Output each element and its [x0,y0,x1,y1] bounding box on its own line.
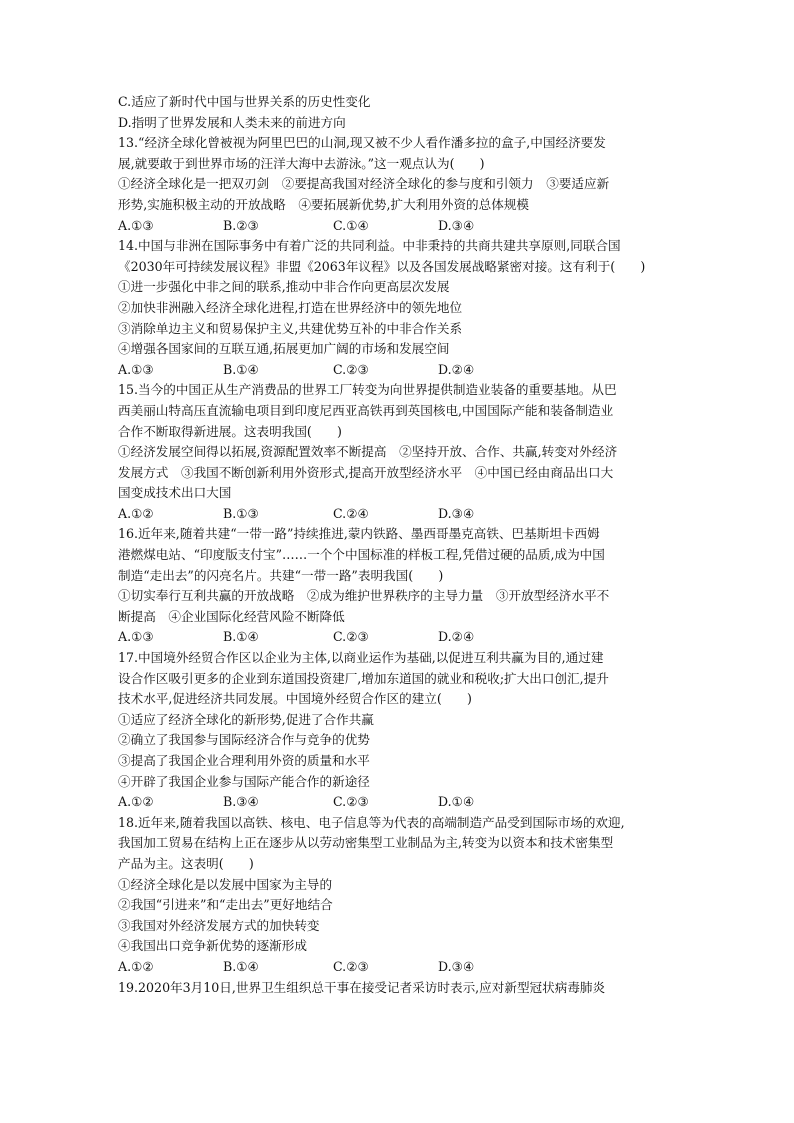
question-stem: 合作不断取得新进展。这表明我国( ) [118,423,342,439]
statement-line: 国变成技术出口大国 [118,485,232,501]
statement-line: ①切实奉行互利共赢的开放战略 ②成为维护世界秩序的主导力量 ③开放型经济水平不 [118,588,610,604]
question-stem: 技术水平,促进经济共同发展。中国境外经贸合作区的建立( ) [118,691,472,707]
question-stem: 西美丽山特高压直流输电项目到印度尼西亚高铁再到英国核电,中国国际产能和装备制造业 [118,402,614,418]
answer-option: D.③④ [438,505,475,521]
statement-line: ④我国出口竞争新优势的逐渐形成 [118,938,307,954]
answer-option: C.②④ [333,505,369,521]
statement-line: ②确立了我国参与国际经济合作与竞争的优势 [118,732,370,748]
statement-line: 发展方式 ③我国不断创新利用外资形式,提高开放型经济水平 ④中国已经由商品出口大 [118,464,614,480]
question-stem: 16.近年来,随着共建“一带一路”持续推进,蒙内铁路、墨西哥墨克高铁、巴基斯坦卡西姆 [118,526,600,542]
answer-options [118,627,678,648]
answer-option: D.③④ [438,217,475,233]
statement-line: ③我国对外经济发展方式的加快转变 [118,917,320,933]
statement-line: ③消除单边主义和贸易保护主义,共建优势互补的中非合作关系 [118,320,463,336]
option-line: D.指明了世界发展和人类未来的前进方向 [118,114,346,130]
question-stem: 设合作区吸引更多的企业到东道国投资建厂,增加东道国的就业和税收;扩大出口创汇,提升 [118,670,609,686]
answer-option: A.①③ [118,217,154,233]
question-stem: 我国加工贸易在结构上正在逐步从以劳动密集型工业制品为主,转变为以资本和技术密集型 [118,835,614,851]
answer-option: D.②④ [438,361,475,377]
answer-option: B.①③ [223,505,259,521]
option-line: C.适应了新时代中国与世界关系的历史性变化 [118,94,371,109]
answer-options [118,957,678,978]
answer-option: A.①② [118,505,154,521]
answer-option: C.②③ [333,794,369,810]
statement-line: ①适应了经济全球化的新形势,促进了合作共赢 [118,711,374,727]
statement-line: ③提高了我国企业合理利用外资的质量和水平 [118,753,370,768]
statement-line: ②加快非洲融入经济全球化进程,打造在世界经济中的领先地位 [118,299,463,315]
statement-line: ①经济发展空间得以拓展,资源配置效率不断提高 ②坚持开放、合作、共赢,转变对外经济 [118,444,618,460]
question-stem: 港燃煤电站、“印度版支付宝”……一个个中国标准的样板工程,凭借过硬的品质,成为中国 [118,547,605,563]
statement-line: ④开辟了我国企业参与国际产能合作的新途径 [118,773,370,789]
answer-option: B.②③ [223,217,259,233]
answer-option: A.①③ [118,361,154,377]
statement-line: ②我国“引进来”和“走出去”更好地结合 [118,897,333,913]
question-stem: 18.近年来,随着我国以高铁、核电、电子信息等为代表的高端制造产品受到国际市场的欢迎, [118,814,625,830]
question-stem: 制造“走出去”的闪亮名片。共建“一带一路”表明我国( ) [118,567,444,583]
answer-options [118,360,678,381]
question-stem: 15.当今的中国正从生产消费品的世界工厂转变为向世界提供制造业装备的重要基地。从巴 [118,382,617,398]
statement-line: ④增强各国家间的互联互通,拓展更加广阔的市场和发展空间 [118,341,450,357]
answer-option: C.②③ [333,361,369,377]
answer-option: D.②④ [438,629,475,645]
answer-option: A.①② [118,794,154,810]
question-stem: 展,就要敢于到世界市场的汪洋大海中去游泳。”这一观点认为( ) [118,155,485,171]
answer-option: D.①④ [438,794,475,810]
statement-line: ①经济全球化是一把双刃剑 ②要提高我国对经济全球化的参与度和引领力 ③要适应新 [118,176,610,192]
question-stem: 14.中国与非洲在国际事务中有着广泛的共同利益。中非秉持的共商共建共享原则,同联合国 [118,238,621,254]
question-stem: 产品为主。这表明( ) [118,855,254,871]
answer-option: D.③④ [438,958,475,974]
question-stem: 《2030年可持续发展议程》非盟《2063年议程》以及各国发展战略紧密对接。这有利于( ) [118,258,646,274]
answer-option: C.①④ [333,217,369,233]
statement-line: ①经济全球化是以发展中国家为主导的 [118,876,333,892]
question-stem: 19.2020年3月10日,世界卫生组织总干事在接受记者采访时表示,应对新型冠状病毒肺炎 [118,979,606,995]
answer-option: A.①③ [118,629,154,645]
answer-option: A.①② [118,958,154,974]
statement-line: 断提高 ④企业国际化经营风险不断降低 [118,608,345,624]
answer-options [118,216,678,237]
answer-options [118,504,678,525]
answer-option: B.③④ [223,794,259,810]
statement-line: 形势,实施积极主动的开放战略 ④要拓展新优势,扩大利用外资的总体规模 [118,196,530,212]
answer-option: C.②③ [333,958,369,974]
answer-option: B.①④ [223,629,259,645]
answer-option: B.①④ [223,958,259,974]
statement-line: ①进一步强化中非之间的联系,推动中非合作向更高层次发展 [118,279,450,295]
question-stem: 13.“经济全球化曾被视为阿里巴巴的山洞,现又被不少人看作潘多拉的盒子,中国经济要发 [118,135,606,151]
answer-option: C.②③ [333,629,369,645]
answer-options [118,792,678,813]
question-stem: 17.中国境外经贸合作区以企业为主体,以商业运作为基础,以促进互利共赢为目的,通过建 [118,650,604,666]
exam-page [118,92,678,998]
answer-option: B.①④ [223,361,259,377]
